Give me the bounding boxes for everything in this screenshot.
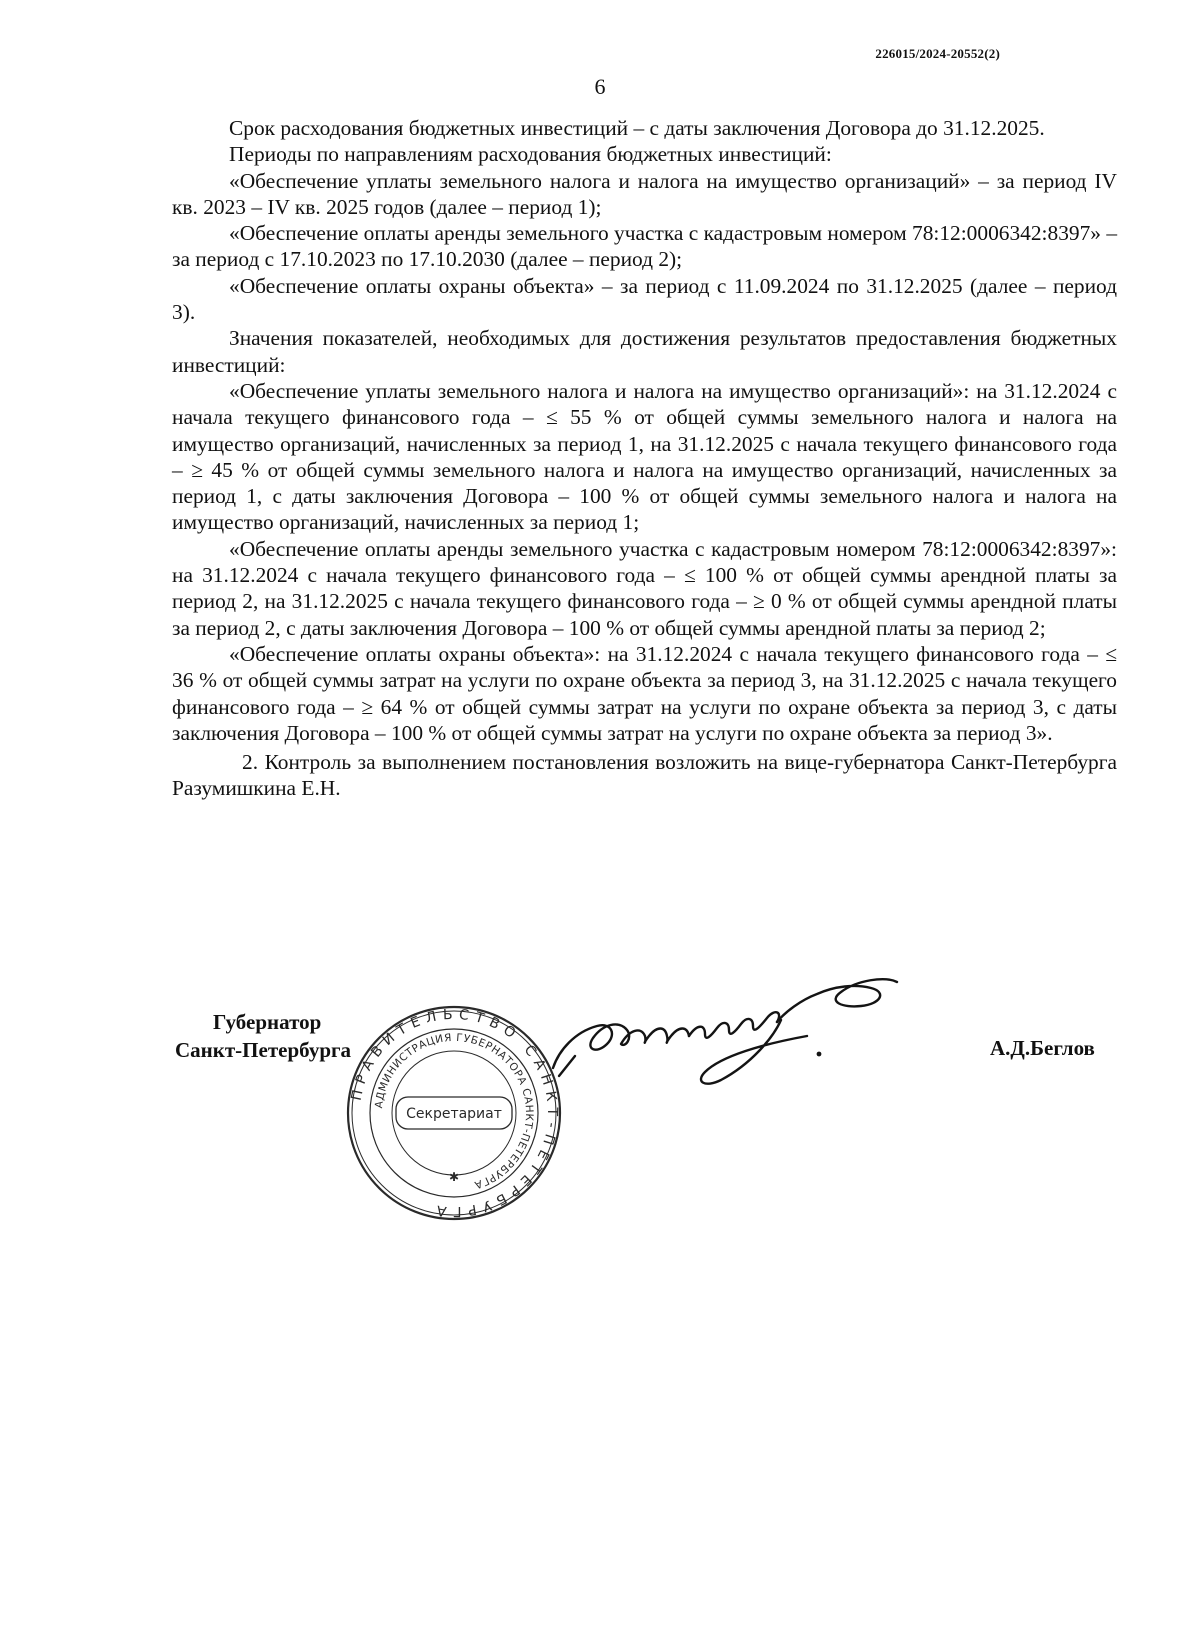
- document-body: [172, 115, 1117, 802]
- paragraph-indicator-rent: «Обеспечение оплаты аренды земельного участка с кадастровым номером 78:12:0006342:8397»: на 31.12.2024 с начала текущего финансового года – ≤ 100 % от общей суммы арендной платы за период 2, на 31.12.2025 с начала текущего финансового года – ≥ 0 % от общей суммы арендной платы за период 2, с даты заключения Договора – 100 % от общей суммы арендной платы за период 2;: [172, 536, 1117, 640]
- paragraph-period-2: «Обеспечение оплаты аренды земельного участка с кадастровым номером 78:12:0006342:8397» – за период с 17.10.2023 по 17.10.2030 (далее – период 2);: [172, 221, 1118, 272]
- paragraph-indicators-heading: Значения показателей, необходимых для достижения результатов предоставления бюджетных инвестиций:: [172, 326, 1117, 377]
- seal-inner-text: АДМИНИСТРАЦИЯ ГУБЕРНАТОРА САНКТ-ПЕТЕРБУРГА: [373, 1031, 536, 1191]
- paragraph-indicator-tax: «Обеспечение уплаты земельного налога и налога на имущество организаций»: на 31.12.2024 с начала текущего финансового года – ≤ 55 % от общей суммы земельного налога и налога на имущество организаций, начисленных за период 1, на 31.12.2025 с начала текущего финансового года – ≥ 45 % от общей суммы земельного налога и налога на имущество организаций, начисленных за период 1, с даты заключения Договора – 100 % от общей суммы земельного налога и налога на имущество организаций, начисленных за период 1;: [172, 378, 1117, 535]
- seal-outer-text: ПРАВИТЕЛЬСТВО САНКТ-ПЕТЕРБУРГА: [348, 1006, 561, 1220]
- handwritten-signature: [545, 960, 915, 1100]
- registration-number: 226015/2024-20552(2): [875, 46, 1000, 61]
- signatory-position: [175, 1008, 351, 1064]
- paragraph-control-clause: 2. Контроль за выполнением постановления возложить на вице-губернатора Санкт-Петербурга Разумишкина Е.Н.: [172, 750, 1117, 801]
- page-number: 6: [594, 74, 606, 99]
- position-city: Санкт-Петербурга: [175, 1038, 352, 1062]
- official-seal: [344, 1003, 564, 1223]
- paragraph-periods-heading: Периоды по направлениям расходования бюджетных инвестиций:: [229, 142, 832, 167]
- paragraph-indicator-security: «Обеспечение оплаты охраны объекта»: на 31.12.2024 с начала текущего финансового года – ≤ 36 % от общей суммы затрат на услуги по охране объекта за период 3, на 31.12.2025 с начала текущего финансового года – ≥ 64 % от общей суммы затрат на услуги по охране объекта за период 3, с даты заключения Договора – 100 % от общей суммы затрат на услуги по охране объекта за период 3».: [172, 641, 1117, 745]
- paragraph-expenditure-term: Срок расходования бюджетных инвестиций – с даты заключения Договора до 31.12.2025.: [229, 116, 1045, 140]
- seal-star-icon: ✱: [448, 1170, 460, 1184]
- signatory-name: А.Д.Беглов: [990, 1036, 1095, 1060]
- seal-center-text: Секретариат: [406, 1106, 502, 1122]
- position-title: Губернатор: [213, 1010, 322, 1034]
- paragraph-period-3: «Обеспечение оплаты охраны объекта» – за период с 11.09.2024 по 31.12.2025 (далее – период 3).: [172, 273, 1117, 325]
- paragraph-period-1: «Обеспечение уплаты земельного налога и налога на имущество организаций» – за период IV кв. 2023 – IV кв. 2025 годов (далее – период 1);: [172, 168, 1117, 219]
